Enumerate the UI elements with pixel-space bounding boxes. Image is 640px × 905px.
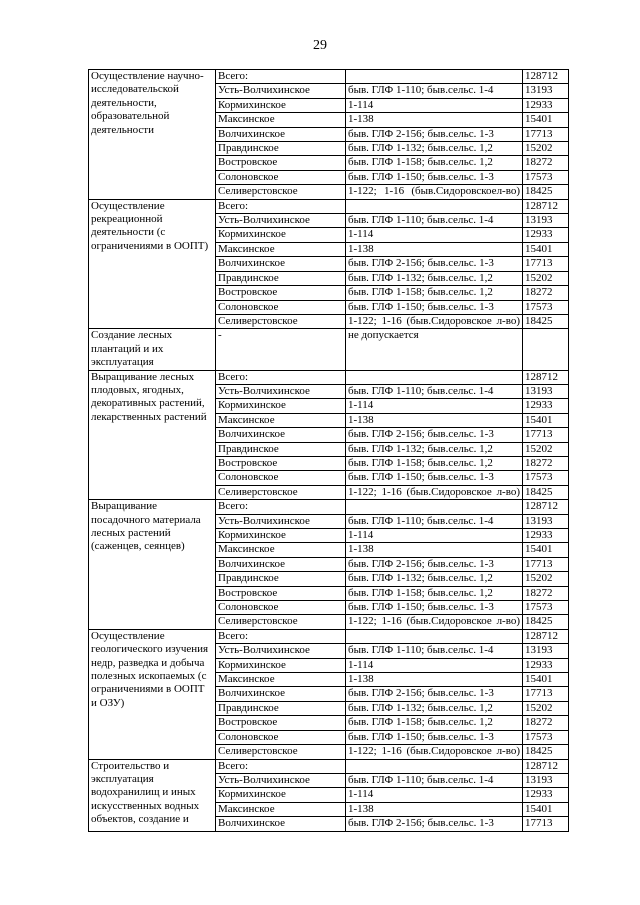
quarters-cell: 1-138 (346, 673, 523, 687)
quarters-cell: 1-138 (346, 543, 523, 557)
quarters-cell: 1-114 (346, 529, 523, 543)
area-cell: 15401 (523, 113, 569, 127)
quarters-cell: быв. ГЛФ 1-150; быв.сельс. 1-3 (346, 300, 523, 314)
area-cell: 18272 (523, 156, 569, 170)
quarters-cell: 1-122; 1-16 (быв.Сидоровское л-во) (346, 485, 523, 499)
area-cell: 18425 (523, 745, 569, 759)
quarters-cell (346, 70, 523, 84)
table-row (89, 500, 569, 514)
forestry-cell: Волчихинское (216, 428, 346, 442)
area-cell: 17573 (523, 601, 569, 615)
forestry-cell: Солоновское (216, 730, 346, 744)
area-cell: 128712 (523, 370, 569, 384)
area-cell: 15401 (523, 802, 569, 816)
activity-cell: Осуществление геологического изучения недр, разведка и добыча полезных ископаемых (с ограничениями в ООПТ и ОЗУ) (89, 629, 216, 759)
forestry-cell: Волчихинское (216, 127, 346, 141)
forestry-cell: Усть-Волчихинское (216, 514, 346, 528)
forestry-cell: Всего: (216, 629, 346, 643)
area-cell: 17713 (523, 257, 569, 271)
area-cell: 18272 (523, 456, 569, 470)
quarters-cell: не допускается (346, 329, 523, 370)
quarters-cell: быв. ГЛФ 1-132; быв.сельс. 1,2 (346, 442, 523, 456)
quarters-cell: быв. ГЛФ 1-150; быв.сельс. 1-3 (346, 170, 523, 184)
area-cell: 17713 (523, 557, 569, 571)
quarters-cell: быв. ГЛФ 1-110; быв.сельс. 1-4 (346, 773, 523, 787)
quarters-cell: быв. ГЛФ 1-158; быв.сельс. 1,2 (346, 716, 523, 730)
area-cell: 17713 (523, 127, 569, 141)
quarters-cell: 1-114 (346, 788, 523, 802)
quarters-cell: быв. ГЛФ 2-156; быв.сельс. 1-3 (346, 127, 523, 141)
forestry-cell: Максинское (216, 413, 346, 427)
activity-cell: Осуществление научно-исследовательской деятельности, образовательной деятельности (89, 70, 216, 200)
forestry-cell: Правдинское (216, 142, 346, 156)
forestry-cell: Востровское (216, 286, 346, 300)
forestry-cell: Востровское (216, 716, 346, 730)
quarters-cell: быв. ГЛФ 2-156; быв.сельс. 1-3 (346, 817, 523, 831)
forestry-cell: Солоновское (216, 471, 346, 485)
forestry-cell: Волчихинское (216, 687, 346, 701)
quarters-cell (346, 199, 523, 213)
quarters-cell: быв. ГЛФ 1-158; быв.сельс. 1,2 (346, 286, 523, 300)
area-cell: 12933 (523, 529, 569, 543)
area-cell: 15401 (523, 543, 569, 557)
area-cell: 13193 (523, 214, 569, 228)
quarters-cell: 1-122; 1-16 (быв.Сидоровскоел-во) (346, 185, 523, 199)
area-cell: 17573 (523, 170, 569, 184)
forestry-cell: Кормихинское (216, 658, 346, 672)
table-row (89, 370, 569, 384)
area-cell: 15401 (523, 413, 569, 427)
forestry-cell: Селиверстовское (216, 745, 346, 759)
forestry-cell: Правдинское (216, 572, 346, 586)
area-cell: 12933 (523, 658, 569, 672)
quarters-cell: быв. ГЛФ 1-158; быв.сельс. 1,2 (346, 586, 523, 600)
forestry-cell: Всего: (216, 199, 346, 213)
area-cell: 17713 (523, 428, 569, 442)
area-cell: 18272 (523, 586, 569, 600)
area-cell: 128712 (523, 500, 569, 514)
area-cell: 18425 (523, 314, 569, 328)
area-cell: 13193 (523, 384, 569, 398)
quarters-cell: 1-114 (346, 98, 523, 112)
forestry-cell: Востровское (216, 156, 346, 170)
forestry-cell: Усть-Волчихинское (216, 384, 346, 398)
area-cell: 12933 (523, 788, 569, 802)
forestry-cell: Всего: (216, 70, 346, 84)
quarters-cell (346, 500, 523, 514)
quarters-cell: 1-114 (346, 658, 523, 672)
quarters-cell: быв. ГЛФ 1-150; быв.сельс. 1-3 (346, 471, 523, 485)
area-cell: 12933 (523, 98, 569, 112)
quarters-cell: быв. ГЛФ 1-110; быв.сельс. 1-4 (346, 514, 523, 528)
quarters-cell: быв. ГЛФ 2-156; быв.сельс. 1-3 (346, 687, 523, 701)
area-cell: 18425 (523, 485, 569, 499)
quarters-cell: быв. ГЛФ 1-132; быв.сельс. 1,2 (346, 142, 523, 156)
forestry-cell: Востровское (216, 586, 346, 600)
activity-cell: Выращивание посадочного материала лесных растений (саженцев, сеянцев) (89, 500, 216, 630)
area-cell: 128712 (523, 70, 569, 84)
forestry-cell: Максинское (216, 673, 346, 687)
forestry-cell: Селиверстовское (216, 185, 346, 199)
area-cell: 18272 (523, 716, 569, 730)
quarters-cell: 1-122; 1-16 (быв.Сидоровское л-во) (346, 615, 523, 629)
area-cell: 13193 (523, 514, 569, 528)
area-cell: 13193 (523, 644, 569, 658)
quarters-cell: 1-138 (346, 113, 523, 127)
forestry-cell: Максинское (216, 242, 346, 256)
quarters-cell: быв. ГЛФ 1-150; быв.сельс. 1-3 (346, 601, 523, 615)
forestry-cell: Максинское (216, 802, 346, 816)
area-cell: 15202 (523, 572, 569, 586)
area-cell: 12933 (523, 228, 569, 242)
forestry-cell: Селиверстовское (216, 615, 346, 629)
area-cell: 15202 (523, 701, 569, 715)
page-number: 29 (313, 38, 327, 53)
area-cell: 15401 (523, 673, 569, 687)
forestry-cell: Солоновское (216, 601, 346, 615)
forestry-cell: Правдинское (216, 701, 346, 715)
quarters-cell: быв. ГЛФ 2-156; быв.сельс. 1-3 (346, 257, 523, 271)
area-cell (523, 329, 569, 370)
table-row (89, 759, 569, 773)
quarters-cell (346, 759, 523, 773)
area-cell: 15202 (523, 271, 569, 285)
forestry-cell: Кормихинское (216, 788, 346, 802)
forestry-cell: Востровское (216, 456, 346, 470)
forestry-cell: Усть-Волчихинское (216, 644, 346, 658)
forestry-cell: Всего: (216, 759, 346, 773)
forestry-cell: Солоновское (216, 170, 346, 184)
forestry-cell: Кормихинское (216, 98, 346, 112)
forestry-cell: Всего: (216, 370, 346, 384)
forestry-cell: Кормихинское (216, 529, 346, 543)
forestry-cell: Усть-Волчихинское (216, 214, 346, 228)
area-cell: 128712 (523, 629, 569, 643)
table-row (89, 629, 569, 643)
forestry-cell: Селиверстовское (216, 485, 346, 499)
area-cell: 15202 (523, 142, 569, 156)
area-cell: 17573 (523, 300, 569, 314)
area-cell: 18272 (523, 286, 569, 300)
forestry-cell: Максинское (216, 113, 346, 127)
forestry-cell: Кормихинское (216, 399, 346, 413)
quarters-cell: 1-122; 1-16 (быв.Сидоровское л-во) (346, 745, 523, 759)
quarters-cell: быв. ГЛФ 1-110; быв.сельс. 1-4 (346, 384, 523, 398)
activity-cell: Строительство и эксплуатация водохранилищ и иных искусственных водных объектов, создание и (89, 759, 216, 831)
area-cell: 12933 (523, 399, 569, 413)
quarters-cell: быв. ГЛФ 2-156; быв.сельс. 1-3 (346, 557, 523, 571)
area-cell: 17713 (523, 687, 569, 701)
forestry-cell: Усть-Волчихинское (216, 773, 346, 787)
table-row (89, 199, 569, 213)
quarters-cell: 1-138 (346, 242, 523, 256)
table-row (89, 70, 569, 84)
quarters-cell: быв. ГЛФ 1-150; быв.сельс. 1-3 (346, 730, 523, 744)
area-cell: 17573 (523, 471, 569, 485)
quarters-cell: быв. ГЛФ 1-132; быв.сельс. 1,2 (346, 271, 523, 285)
forestry-cell: Солоновское (216, 300, 346, 314)
quarters-cell: быв. ГЛФ 2-156; быв.сельс. 1-3 (346, 428, 523, 442)
quarters-cell: 1-122; 1-16 (быв.Сидоровское л-во) (346, 314, 523, 328)
table-row (89, 329, 569, 370)
quarters-cell: быв. ГЛФ 1-132; быв.сельс. 1,2 (346, 572, 523, 586)
quarters-cell: быв. ГЛФ 1-158; быв.сельс. 1,2 (346, 456, 523, 470)
area-cell: 15401 (523, 242, 569, 256)
quarters-cell: быв. ГЛФ 1-110; быв.сельс. 1-4 (346, 214, 523, 228)
area-cell: 18425 (523, 615, 569, 629)
activity-cell: Создание лесных плантаций и их эксплуатация (89, 329, 216, 370)
quarters-cell (346, 370, 523, 384)
area-cell: 128712 (523, 759, 569, 773)
forest-use-table (88, 69, 569, 832)
forestry-cell: Правдинское (216, 271, 346, 285)
forestry-cell: Правдинское (216, 442, 346, 456)
activity-cell: Выращивание лесных плодовых, ягодных, декоративных растений, лекарственных растений (89, 370, 216, 500)
forestry-cell: Усть-Волчихинское (216, 84, 346, 98)
area-cell: 13193 (523, 773, 569, 787)
quarters-cell: быв. ГЛФ 1-110; быв.сельс. 1-4 (346, 644, 523, 658)
area-cell: 18425 (523, 185, 569, 199)
forestry-cell: Селиверстовское (216, 314, 346, 328)
quarters-cell: 1-114 (346, 228, 523, 242)
quarters-cell: быв. ГЛФ 1-132; быв.сельс. 1,2 (346, 701, 523, 715)
area-cell: 15202 (523, 442, 569, 456)
forestry-cell: Всего: (216, 500, 346, 514)
forestry-cell: Волчихинское (216, 817, 346, 831)
forestry-cell: - (216, 329, 346, 370)
quarters-cell: быв. ГЛФ 1-158; быв.сельс. 1,2 (346, 156, 523, 170)
area-cell: 13193 (523, 84, 569, 98)
quarters-cell: 1-114 (346, 399, 523, 413)
quarters-cell: быв. ГЛФ 1-110; быв.сельс. 1-4 (346, 84, 523, 98)
forestry-cell: Кормихинское (216, 228, 346, 242)
forestry-cell: Волчихинское (216, 557, 346, 571)
activity-cell: Осуществление рекреационной деятельности (с ограничениями в ООПТ) (89, 199, 216, 329)
quarters-cell (346, 629, 523, 643)
forestry-cell: Максинское (216, 543, 346, 557)
area-cell: 128712 (523, 199, 569, 213)
quarters-cell: 1-138 (346, 802, 523, 816)
forestry-cell: Волчихинское (216, 257, 346, 271)
quarters-cell: 1-138 (346, 413, 523, 427)
area-cell: 17713 (523, 817, 569, 831)
area-cell: 17573 (523, 730, 569, 744)
